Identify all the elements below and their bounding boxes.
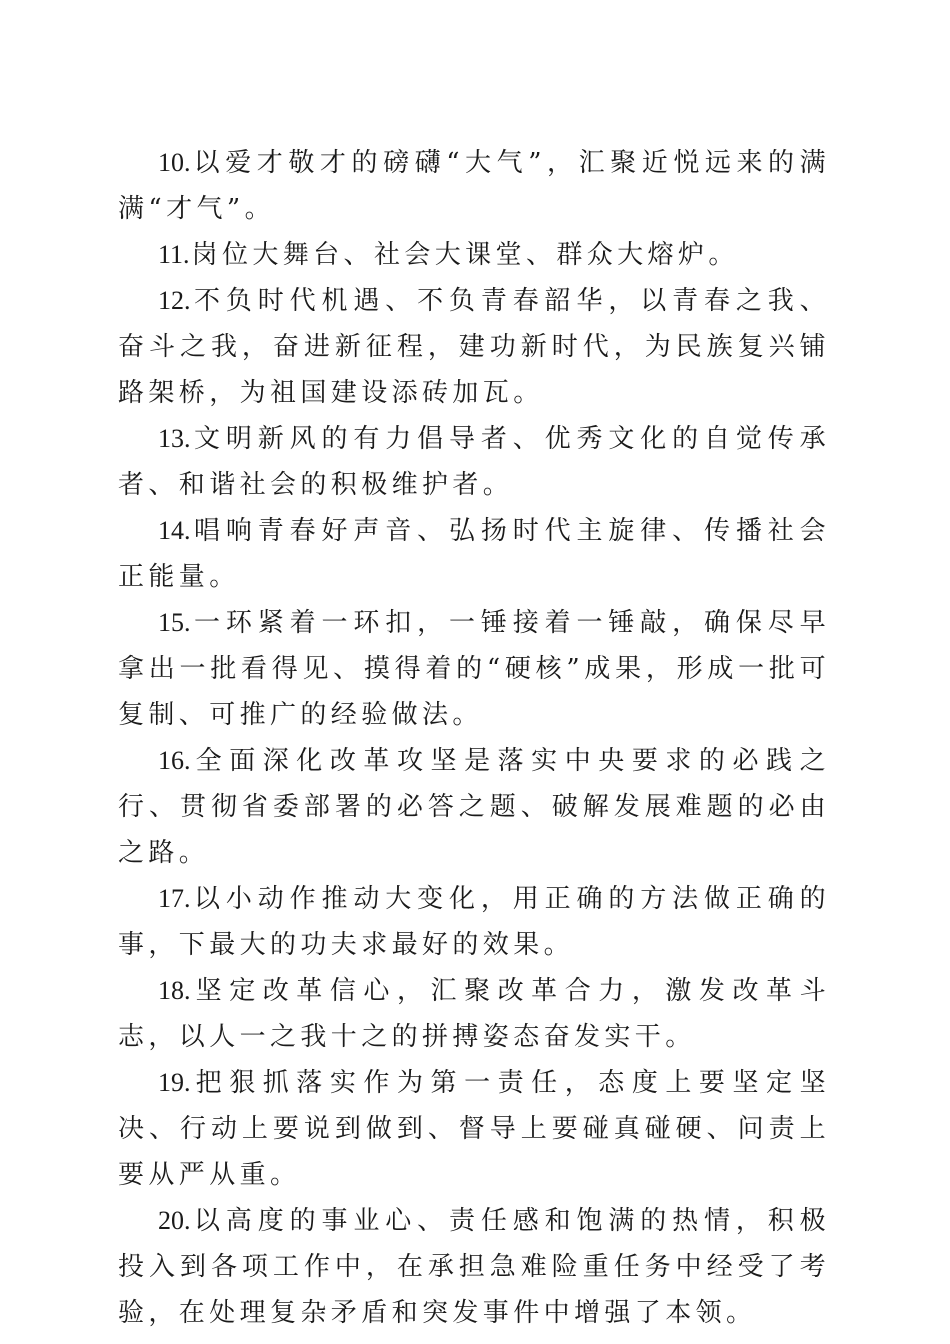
list-item [118, 600, 830, 738]
item-text: 不负时代机遇、不负青春韶华，以青春之我、奋斗之我，奋进新征程，建功新时代，为民族复兴铺路架桥，为祖国建设添砖加瓦。 [118, 286, 830, 408]
item-text: 以爱才敬才的磅礴“大气”，汇聚近悦远来的满满“才气”。 [118, 148, 830, 224]
list-item [118, 278, 830, 416]
item-number: 18. [158, 976, 191, 1005]
item-number: 12. [158, 286, 191, 315]
item-number: 15. [158, 608, 191, 637]
item-text: 以小动作推动大变化，用正确的方法做正确的事，下最大的功夫求最好的效果。 [118, 884, 830, 960]
list-item [118, 738, 830, 876]
item-number: 16. [158, 746, 191, 775]
item-text: 文明新风的有力倡导者、优秀文化的自觉传承者、和谐社会的积极维护者。 [118, 424, 830, 500]
list-item [118, 1060, 830, 1198]
item-number: 14. [158, 516, 191, 545]
list-item [118, 140, 830, 232]
item-text: 岗位大舞台、社会大课堂、群众大熔炉。 [191, 240, 739, 270]
item-text: 把狠抓落实作为第一责任，态度上要坚定坚决、行动上要说到做到、督导上要碰真碰硬、问责上要从严从重。 [118, 1068, 830, 1190]
list-item [118, 416, 830, 508]
item-text: 唱响青春好声音、弘扬时代主旋律、传播社会正能量。 [118, 516, 830, 592]
item-number: 17. [158, 884, 191, 913]
list-item [118, 1198, 830, 1336]
item-number: 10. [158, 148, 191, 177]
item-text: 以高度的事业心、责任感和饱满的热情，积极投入到各项工作中，在承担急难险重任务中经受了考验，在处理复杂矛盾和突发事件中增强了本领。 [118, 1206, 830, 1328]
item-text: 一环紧着一环扣，一锤接着一锤敲，确保尽早拿出一批看得见、摸得着的“硬核”成果，形成一批可复制、可推广的经验做法。 [118, 608, 830, 730]
list-item [118, 232, 830, 278]
item-number: 19. [158, 1068, 191, 1097]
item-text: 全面深化改革攻坚是落实中央要求的必践之行、贯彻省委部署的必答之题、破解发展难题的必由之路。 [118, 746, 830, 868]
list-item [118, 876, 830, 968]
list-item [118, 968, 830, 1060]
item-number: 13. [158, 424, 191, 453]
document-body [118, 140, 830, 1336]
item-number: 11. [158, 240, 190, 269]
item-number: 20. [158, 1206, 191, 1235]
item-text: 坚定改革信心，汇聚改革合力，激发改革斗志，以人一之我十之的拼搏姿态奋发实干。 [118, 976, 830, 1052]
list-item [118, 508, 830, 600]
